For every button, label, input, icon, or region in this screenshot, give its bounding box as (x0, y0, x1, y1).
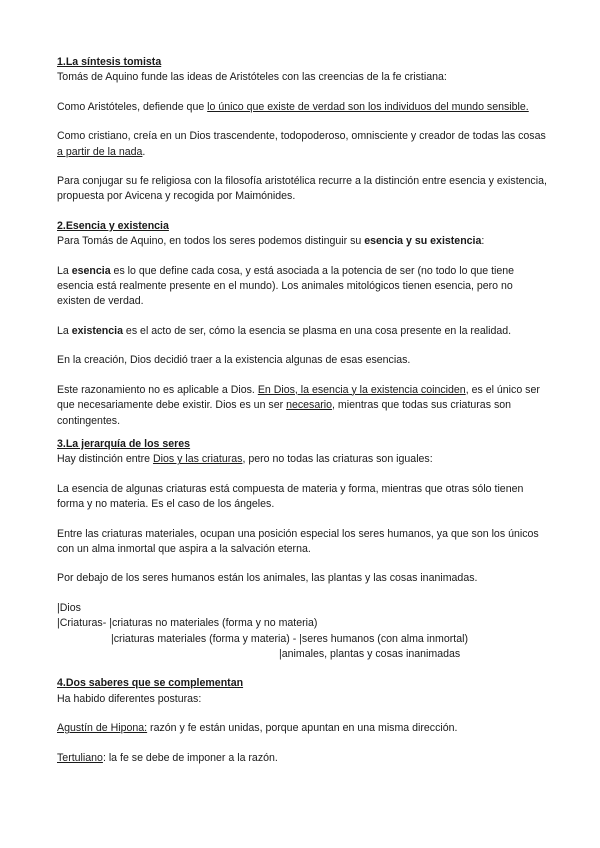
text-span: La (57, 264, 72, 277)
section-1-paragraph-aristoteles (57, 100, 547, 115)
section-4-paragraph-agustin (57, 721, 547, 736)
section-4-paragraph-tertuliano (57, 751, 547, 766)
underlined-text: a partir de la nada (57, 145, 143, 158)
underlined-text: necesario (286, 399, 333, 412)
underlined-text: Dios y las criaturas (152, 453, 243, 466)
section-3-paragraph-seres-humanos: Entre las criaturas materiales, ocupan una posición especial los seres humanos, ya que son los únicos con un alma inmortal que aspira a la salvación eterna. (57, 527, 539, 555)
section-3-heading: 3.La jerarquía de los seres (57, 437, 191, 450)
tree-line-materiales: |criaturas materiales (forma y materia) - |seres humanos (con alma inmortal) (111, 632, 468, 645)
underlined-text: Tertuliano (57, 751, 103, 764)
underlined-text: Agustín de Hipona: (57, 722, 148, 735)
text-span: razón y fe están unidas, porque apuntan en una misma dirección. (147, 722, 458, 735)
text-span: : (481, 235, 485, 248)
section-2-paragraph-existencia (57, 324, 547, 339)
hierarchy-tree (57, 601, 547, 663)
section-3-paragraph-materia-forma: La esencia de algunas criaturas está compuesta de materia y forma, mientras que otras sólo tienen forma y no materia. Es el caso de los ángeles. (57, 482, 524, 511)
section-3-intro (57, 452, 547, 467)
section-4-intro: Ha habido diferentes posturas: (57, 692, 202, 705)
text-span: . (142, 145, 146, 158)
section-2-paragraph-esencia (57, 264, 547, 310)
section-1-paragraph-distincion: Para conjugar su fe religiosa con la filosofía aristotélica recurre a la distinción entre esencia y existencia, propuesta por Avicena y recogida por Maimónides. (57, 175, 547, 203)
document-page (57, 55, 547, 766)
text-span: Como cristiano, creía en un Dios trascendente, todopoderoso, omnisciente y creador de todas las cosas (57, 130, 546, 143)
section-2-paragraph-dios (57, 383, 547, 429)
section-3-paragraph-por-debajo: Por debajo de los seres humanos están los animales, las plantas y las cosas inanimadas. (57, 572, 478, 585)
section-2-intro (57, 234, 547, 249)
text-span: , pero no todas las criaturas son iguales: (242, 453, 433, 466)
text-span: es lo que define cada cosa, y está asociada a la potencia de ser (no todo lo que tiene esencia está realmente presente en el mundo). Los animales mitológicos tienen esencia, pero no existen de verdad. (57, 264, 515, 308)
section-2-heading: 2.Esencia y existencia (57, 219, 169, 232)
text-span: : la fe se debe de imponer a la razón. (102, 751, 278, 764)
bold-text: existencia (71, 324, 123, 337)
text-span: Para Tomás de Aquino, en todos los seres podemos distinguir su (57, 235, 365, 248)
bold-text: esencia (71, 264, 111, 277)
text-span: Este razonamiento no es aplicable a Dios. (57, 383, 258, 396)
tree-line-dios: |Dios (57, 601, 81, 614)
section-2-paragraph-creacion: En la creación, Dios decidió traer a la existencia algunas de esas esencias. (57, 354, 411, 367)
bold-text: esencia y su existencia (364, 235, 482, 248)
underlined-text: En Dios, la esencia y la existencia coinciden (257, 383, 466, 396)
section-4-heading: 4.Dos saberes que se complementan (57, 677, 244, 690)
section-1-paragraph-cristiano (57, 129, 547, 160)
text-span: , mientras que todas sus criaturas son contingentes. (57, 399, 512, 427)
text-span: Hay distinción entre (57, 453, 153, 466)
section-1-heading: 1.La síntesis tomista (57, 56, 162, 68)
tree-line-criaturas: |Criaturas- |criaturas no materiales (forma y no materia) (57, 617, 318, 630)
underlined-text: lo único que existe de verdad son los individuos del mundo sensible. (207, 100, 529, 113)
tree-line-animales: |animales, plantas y cosas inanimadas (279, 647, 461, 660)
text-span: es el acto de ser, cómo la esencia se plasma en una cosa presente en la realidad. (122, 324, 512, 337)
text-span: Como Aristóteles, defiende que (57, 100, 208, 113)
text-span: La (57, 324, 72, 337)
section-1-intro: Tomás de Aquino funde las ideas de Aristóteles con las creencias de la fe cristiana: (57, 71, 447, 84)
text-span: , es el único ser que necesariamente debe existir. Dios es un ser (57, 383, 540, 412)
